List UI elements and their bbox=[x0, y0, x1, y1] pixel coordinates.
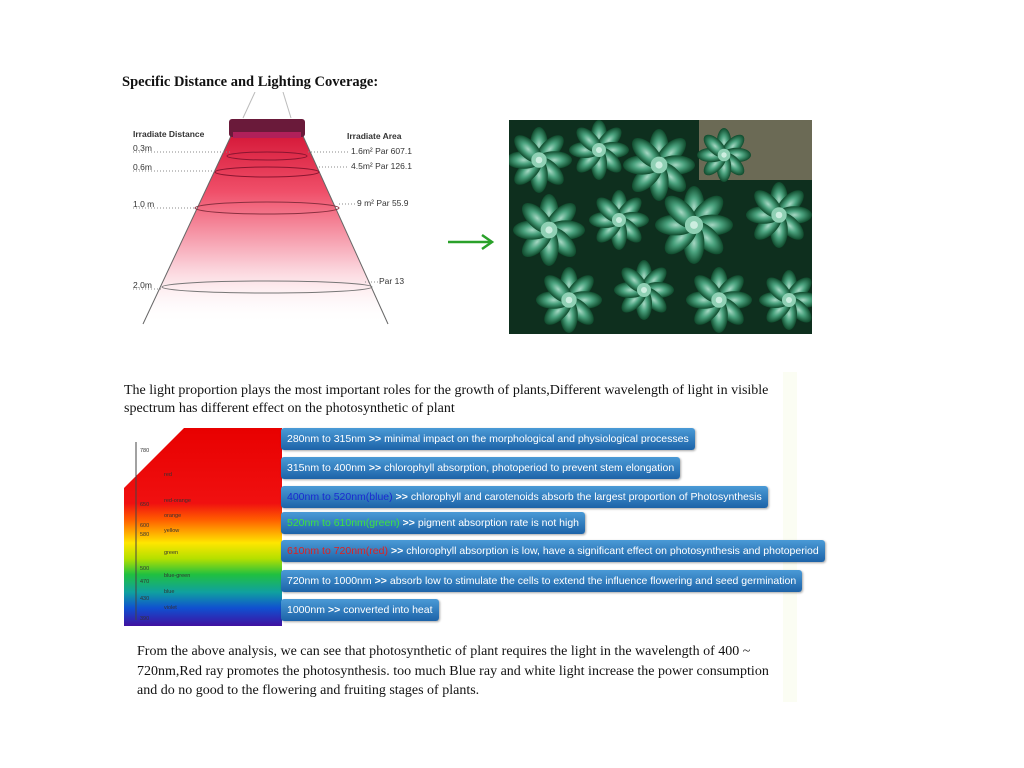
band-separator: >> bbox=[395, 491, 408, 503]
band-separator: >> bbox=[368, 462, 382, 474]
conclusion-paragraph: From the above analysis, we can see that photosynthetic of plant requires the light in the wavelength of 400 ~ 720nm,Red ray promotes the photosynthesis. too much Blue ray and white light increase the power consumption and do no good to the flowering and fruiting stages of plants. bbox=[137, 644, 769, 698]
band-separator: >> bbox=[368, 433, 382, 445]
area-label: Par 13 bbox=[379, 276, 405, 286]
section-title: Specific Distance and Lighting Coverage: bbox=[122, 74, 379, 90]
wavelength-band bbox=[281, 512, 585, 534]
band-text: absorb low to stimulate the cells to extend the influence flowering and seed germination bbox=[389, 575, 797, 587]
band-text: pigment absorption rate is not high bbox=[417, 517, 580, 529]
distance-label: 0.6m bbox=[133, 162, 152, 172]
wavelength-band bbox=[281, 486, 768, 508]
spectrum-color-name: violet bbox=[164, 605, 177, 611]
spectrum-color-name: blue bbox=[164, 589, 175, 595]
spectrum-tick: 600 bbox=[140, 523, 150, 529]
band-text: chlorophyll absorption, photoperiod to prevent stem elongation bbox=[384, 462, 675, 474]
spectrum-tick: 500 bbox=[140, 566, 150, 572]
distance-label: 0.3m bbox=[133, 143, 152, 153]
distance-label: 2.0m bbox=[133, 280, 152, 290]
band-text: converted into heat bbox=[343, 604, 433, 616]
hanging-wire bbox=[243, 92, 255, 118]
band-text: chlorophyll absorption is low, have a significant effect on photosynthesis and photoperiod bbox=[406, 545, 819, 557]
succulent-plant-image bbox=[509, 120, 812, 334]
spectrum-tick: 390 bbox=[140, 616, 150, 622]
spectrum-tick: 780 bbox=[140, 448, 150, 454]
band-range: 520nm to 610nm(green) bbox=[287, 517, 400, 529]
spectrum-color-name: orange bbox=[164, 513, 182, 519]
band-range: 400nm to 520nm(blue) bbox=[287, 491, 393, 503]
area-label: 9 m² Par 55.9 bbox=[357, 198, 409, 208]
intro-paragraph: The light proportion plays the most important roles for the growth of plants,Different wavelength of light in visible spectrum has different effect on the photosynthetic of plant bbox=[124, 383, 769, 416]
band-range: 720nm to 1000nm bbox=[287, 575, 372, 587]
band-separator: >> bbox=[390, 545, 404, 557]
light-spectrum-diagram bbox=[124, 428, 282, 626]
band-separator: >> bbox=[402, 517, 415, 529]
band-text: chlorophyll and carotenoids absorb the largest proportion of Photosynthesis bbox=[410, 491, 762, 503]
band-separator: >> bbox=[374, 575, 387, 587]
band-text: minimal impact on the morphological and physiological processes bbox=[384, 433, 689, 445]
lamp-glow bbox=[233, 132, 301, 138]
band-separator: >> bbox=[327, 604, 341, 616]
wavelength-band bbox=[281, 428, 695, 450]
spectrum-color-name: red-orange bbox=[164, 498, 191, 504]
distance-label: 1.0 m bbox=[133, 199, 155, 209]
area-header: Irradiate Area bbox=[347, 131, 402, 141]
spectrum-tick: 430 bbox=[140, 596, 150, 602]
wavelength-band bbox=[281, 540, 825, 562]
spectrum-color-name: yellow bbox=[164, 528, 180, 534]
area-label: 1.6m² Par 607.1 bbox=[351, 146, 412, 156]
spectrum-color-name: green bbox=[164, 550, 179, 556]
distance-header: Irradiate Distance bbox=[133, 129, 205, 139]
spectrum-tick: 470 bbox=[140, 579, 150, 585]
wavelength-band bbox=[281, 599, 439, 621]
wavelength-band bbox=[281, 570, 802, 592]
spectrum-tick: 650 bbox=[140, 502, 150, 508]
spectrum-color-name: blue-green bbox=[164, 573, 191, 579]
band-range: 610nm to 720nm(red) bbox=[287, 545, 388, 557]
band-range: 1000nm bbox=[287, 604, 325, 616]
lighting-coverage-diagram bbox=[113, 92, 433, 337]
band-range: 280nm to 315nm bbox=[287, 433, 366, 445]
hanging-wire bbox=[283, 92, 291, 118]
band-range: 315nm to 400nm bbox=[287, 462, 366, 474]
arrow-right-icon bbox=[446, 232, 498, 252]
area-label: 4.5m² Par 126.1 bbox=[351, 161, 412, 171]
spectrum-color-name: red bbox=[164, 472, 172, 478]
wavelength-band bbox=[281, 457, 680, 479]
spectrum-tick: 580 bbox=[140, 532, 150, 538]
